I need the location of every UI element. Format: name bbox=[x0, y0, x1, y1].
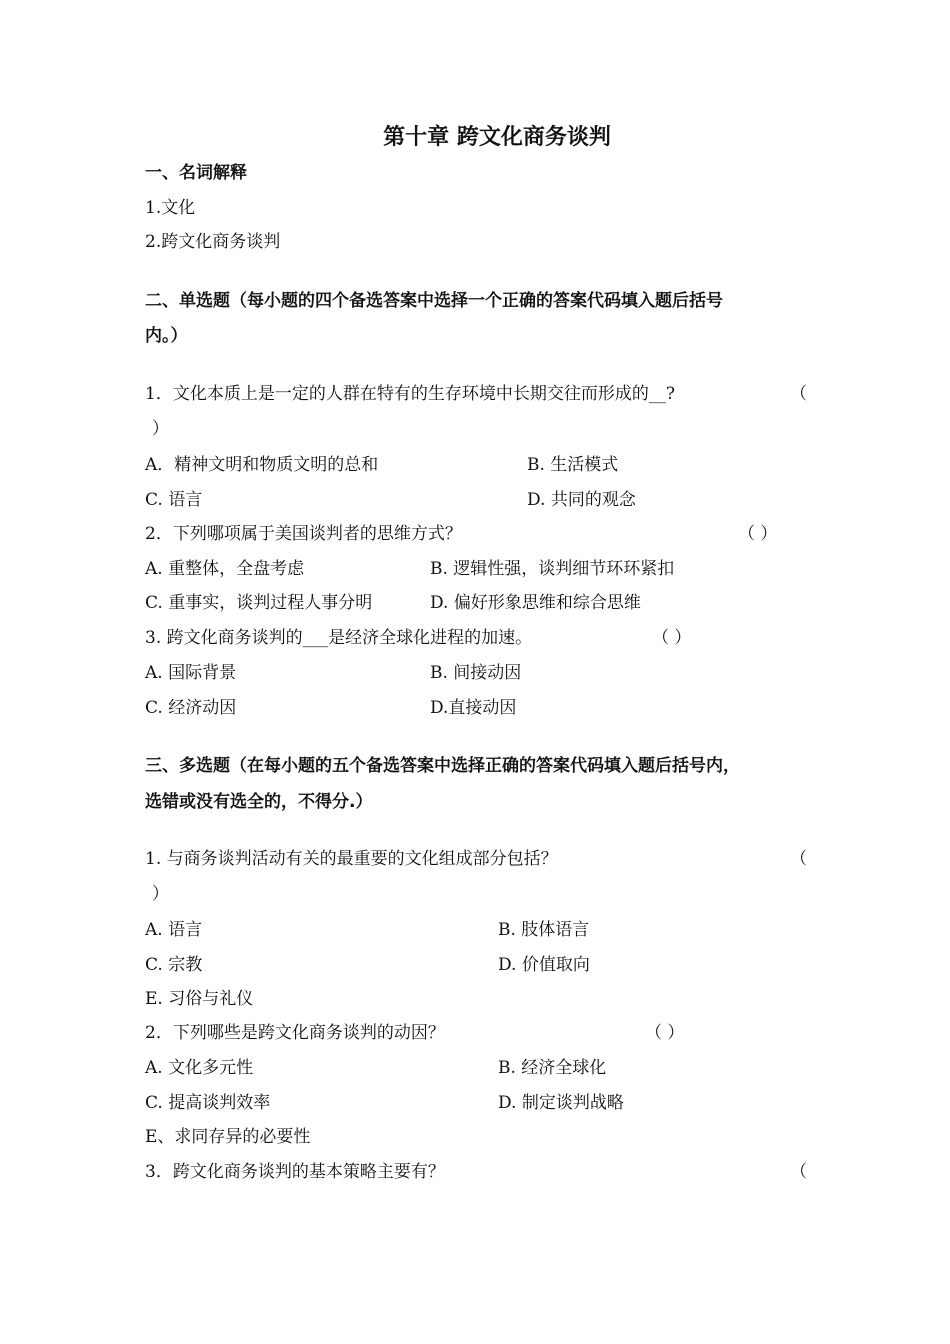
answer-bracket-close: ） bbox=[152, 884, 169, 904]
option-e: E、求同存异的必要性 bbox=[145, 1127, 311, 1147]
option-c: C. 重事实，谈判过程人事分明 bbox=[145, 593, 373, 613]
answer-bracket-open: （ bbox=[790, 384, 807, 404]
option-c: C. 提高谈判效率 bbox=[145, 1093, 271, 1113]
option-b: B. 逻辑性强，谈判细节环环紧扣 bbox=[430, 559, 675, 579]
option-e: E. 习俗与礼仪 bbox=[145, 989, 254, 1009]
section-3-heading: 三、多选题（在每小题的五个备选答案中选择正确的答案代码填入题后括号内， bbox=[145, 756, 740, 776]
option-a: A. 语言 bbox=[145, 920, 203, 940]
option-b: B. 生活模式 bbox=[527, 455, 619, 475]
question-stem: 2．下列哪项属于美国谈判者的思维方式？ bbox=[145, 524, 462, 544]
term-item: 1.文化 bbox=[145, 198, 196, 218]
section-3-heading-cont: 选错或没有选全的，不得分.） bbox=[145, 792, 373, 812]
option-d: D. 制定谈判战略 bbox=[498, 1093, 624, 1113]
option-c: C. 宗教 bbox=[145, 955, 203, 975]
option-a: A. 国际背景 bbox=[145, 663, 237, 683]
answer-bracket-close: ） bbox=[152, 419, 169, 439]
question-stem: 1. 与商务谈判活动有关的最重要的文化组成部分包括？ bbox=[145, 849, 558, 869]
question-stem: 1．文化本质上是一定的人群在特有的生存环境中长期交往而形成的__? bbox=[145, 384, 675, 404]
option-d: D. 共同的观念 bbox=[527, 490, 636, 510]
question-stem: 3. 跨文化商务谈判的___是经济全球化进程的加速。 bbox=[145, 628, 533, 648]
option-d: D. 偏好形象思维和综合思维 bbox=[430, 593, 641, 613]
question-stem: 2．下列哪些是跨文化商务谈判的动因？ bbox=[145, 1023, 445, 1043]
answer-bracket-open: （ bbox=[790, 849, 807, 869]
option-b: B. 间接动因 bbox=[430, 663, 522, 683]
option-a: A. 重整体，全盘考虑 bbox=[145, 559, 305, 579]
option-d: D. 价值取向 bbox=[498, 955, 590, 975]
option-a: A. 文化多元性 bbox=[145, 1058, 254, 1078]
section-2-heading-cont: 内。） bbox=[145, 326, 188, 346]
section-1-heading: 一、名词解释 bbox=[145, 163, 247, 183]
question-stem: 3．跨文化商务谈判的基本策略主要有？ bbox=[145, 1162, 445, 1182]
answer-bracket: （ ） bbox=[652, 628, 692, 648]
chapter-title: 第十章 跨文化商务谈判 bbox=[383, 125, 611, 150]
answer-bracket-open: （ bbox=[790, 1162, 807, 1182]
option-c: C. 语言 bbox=[145, 490, 203, 510]
option-b: B. 经济全球化 bbox=[498, 1058, 607, 1078]
answer-bracket: （ ） bbox=[738, 524, 778, 544]
term-item: 2.跨文化商务谈判 bbox=[145, 232, 281, 252]
option-d: D.直接动因 bbox=[430, 698, 517, 718]
answer-bracket: （ ） bbox=[645, 1023, 685, 1043]
option-a: A．精神文明和物质文明的总和 bbox=[145, 455, 379, 475]
option-c: C. 经济动因 bbox=[145, 698, 237, 718]
section-2-heading: 二、单选题（每小题的四个备选答案中选择一个正确的答案代码填入题后括号 bbox=[145, 291, 723, 311]
option-b: B. 肢体语言 bbox=[498, 920, 590, 940]
